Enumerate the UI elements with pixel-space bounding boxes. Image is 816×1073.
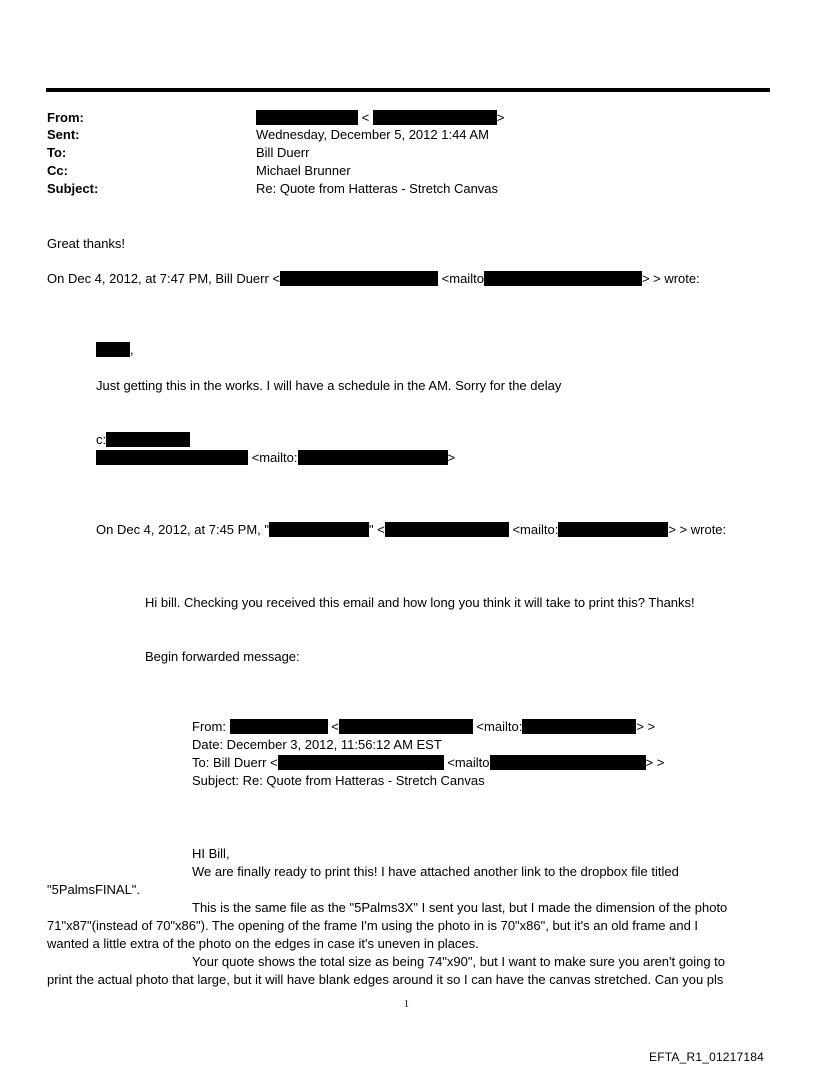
from-value	[256, 110, 504, 125]
sent-label: Sent:	[47, 127, 80, 142]
signature-mail-line	[96, 450, 455, 465]
hi-bill-greeting: HI Bill,	[192, 846, 230, 861]
fwd-to-line	[192, 755, 664, 770]
redaction	[280, 271, 438, 286]
begin-forwarded: Begin forwarded message:	[145, 649, 300, 664]
fwd-from-line	[192, 719, 655, 734]
subject-label: Subject:	[47, 181, 99, 196]
redaction	[269, 522, 369, 537]
header-rule	[46, 88, 770, 92]
p1-line1: We are finally ready to print this! I have attached another link to the dropbox file titled	[192, 864, 679, 879]
redaction	[484, 271, 642, 286]
reply2-line	[96, 522, 726, 537]
reply2-quote: " <	[369, 522, 385, 537]
sig-gt: >	[447, 450, 456, 465]
redaction	[106, 432, 190, 447]
fwd-lt: <	[331, 719, 339, 734]
redaction	[522, 719, 636, 734]
to-value: Bill Duerr	[256, 145, 310, 160]
p2-line3: wanted a little extra of the photo on the edges in case it's uneven in places.	[47, 936, 479, 951]
fwd-gt: > >	[636, 719, 656, 734]
reply1-line	[47, 271, 700, 286]
reply1-pre: On Dec 4, 2012, at 7:47 PM, Bill Duerr <	[47, 271, 281, 286]
signature-c-line	[96, 432, 190, 447]
p1-line2: "5PalmsFINAL".	[47, 882, 141, 897]
document-id: EFTA_R1_01217184	[649, 1050, 765, 1064]
p2-line1: This is the same file as the "5Palms3X" I sent you last, but I made the dimension of the photo	[192, 900, 728, 915]
page-number: 1	[404, 999, 409, 1010]
fwd-from-label: From:	[192, 719, 226, 734]
sig-mailto: <mailto:	[251, 450, 298, 465]
redaction	[373, 110, 497, 125]
reply2-pre: On Dec 4, 2012, at 7:45 PM, "	[96, 522, 269, 537]
fwd-to-gt: > >	[645, 755, 665, 770]
fwd-date: Date: December 3, 2012, 11:56:12 AM EST	[192, 737, 442, 752]
great-thanks: Great thanks!	[47, 236, 126, 251]
p3-line2: print the actual photo that large, but it will have blank edges around it so I can have the canvas stretched. Can you pls	[47, 972, 724, 987]
checking-text: Hi bill. Checking you received this email and how long you think it will take to print this? Thanks!	[145, 595, 695, 610]
greeting-comma: ,	[130, 342, 134, 357]
to-label: To:	[47, 145, 67, 160]
greeting-line	[96, 342, 134, 357]
redaction	[298, 450, 448, 465]
sent-value: Wednesday, December 5, 2012 1:44 AM	[256, 127, 489, 142]
p3-line1: Your quote shows the total size as being 74"x90", but I want to make sure you aren't going to	[192, 954, 726, 969]
just-getting-text: Just getting this in the works. I will have a schedule in the AM. Sorry for the delay	[96, 378, 562, 393]
from-label: From:	[47, 110, 84, 125]
cc-label: Cc:	[47, 163, 68, 178]
c-label: c:	[96, 432, 107, 447]
from-gt: >	[496, 110, 505, 125]
reply1-post: > > wrote:	[641, 271, 700, 286]
reply2-post: > > wrote:	[668, 522, 727, 537]
p2-line2: 71"x87"(instead of 70"x86"). The opening of the frame I'm using the photo in is 70"x86", but it's an old frame and I	[47, 918, 699, 933]
redaction	[96, 342, 130, 357]
fwd-to-mailto: <mailto	[447, 755, 490, 770]
reply2-mailto: <mailto:	[512, 522, 559, 537]
redaction	[558, 522, 668, 537]
fwd-mailto: <mailto:	[476, 719, 523, 734]
subject-value: Re: Quote from Hatteras - Stretch Canvas	[256, 181, 499, 196]
redaction	[278, 755, 444, 770]
reply1-mailto: <mailto	[441, 271, 484, 286]
redaction	[256, 110, 358, 125]
cc-value: Michael Brunner	[256, 163, 351, 178]
from-lt: <	[361, 110, 370, 125]
redaction	[385, 522, 509, 537]
fwd-to-pre: To: Bill Duerr <	[192, 755, 278, 770]
fwd-subject: Subject: Re: Quote from Hatteras - Stretch Canvas	[192, 773, 485, 788]
redaction	[230, 719, 328, 734]
redaction	[490, 755, 646, 770]
redaction	[96, 450, 248, 465]
redaction	[339, 719, 473, 734]
